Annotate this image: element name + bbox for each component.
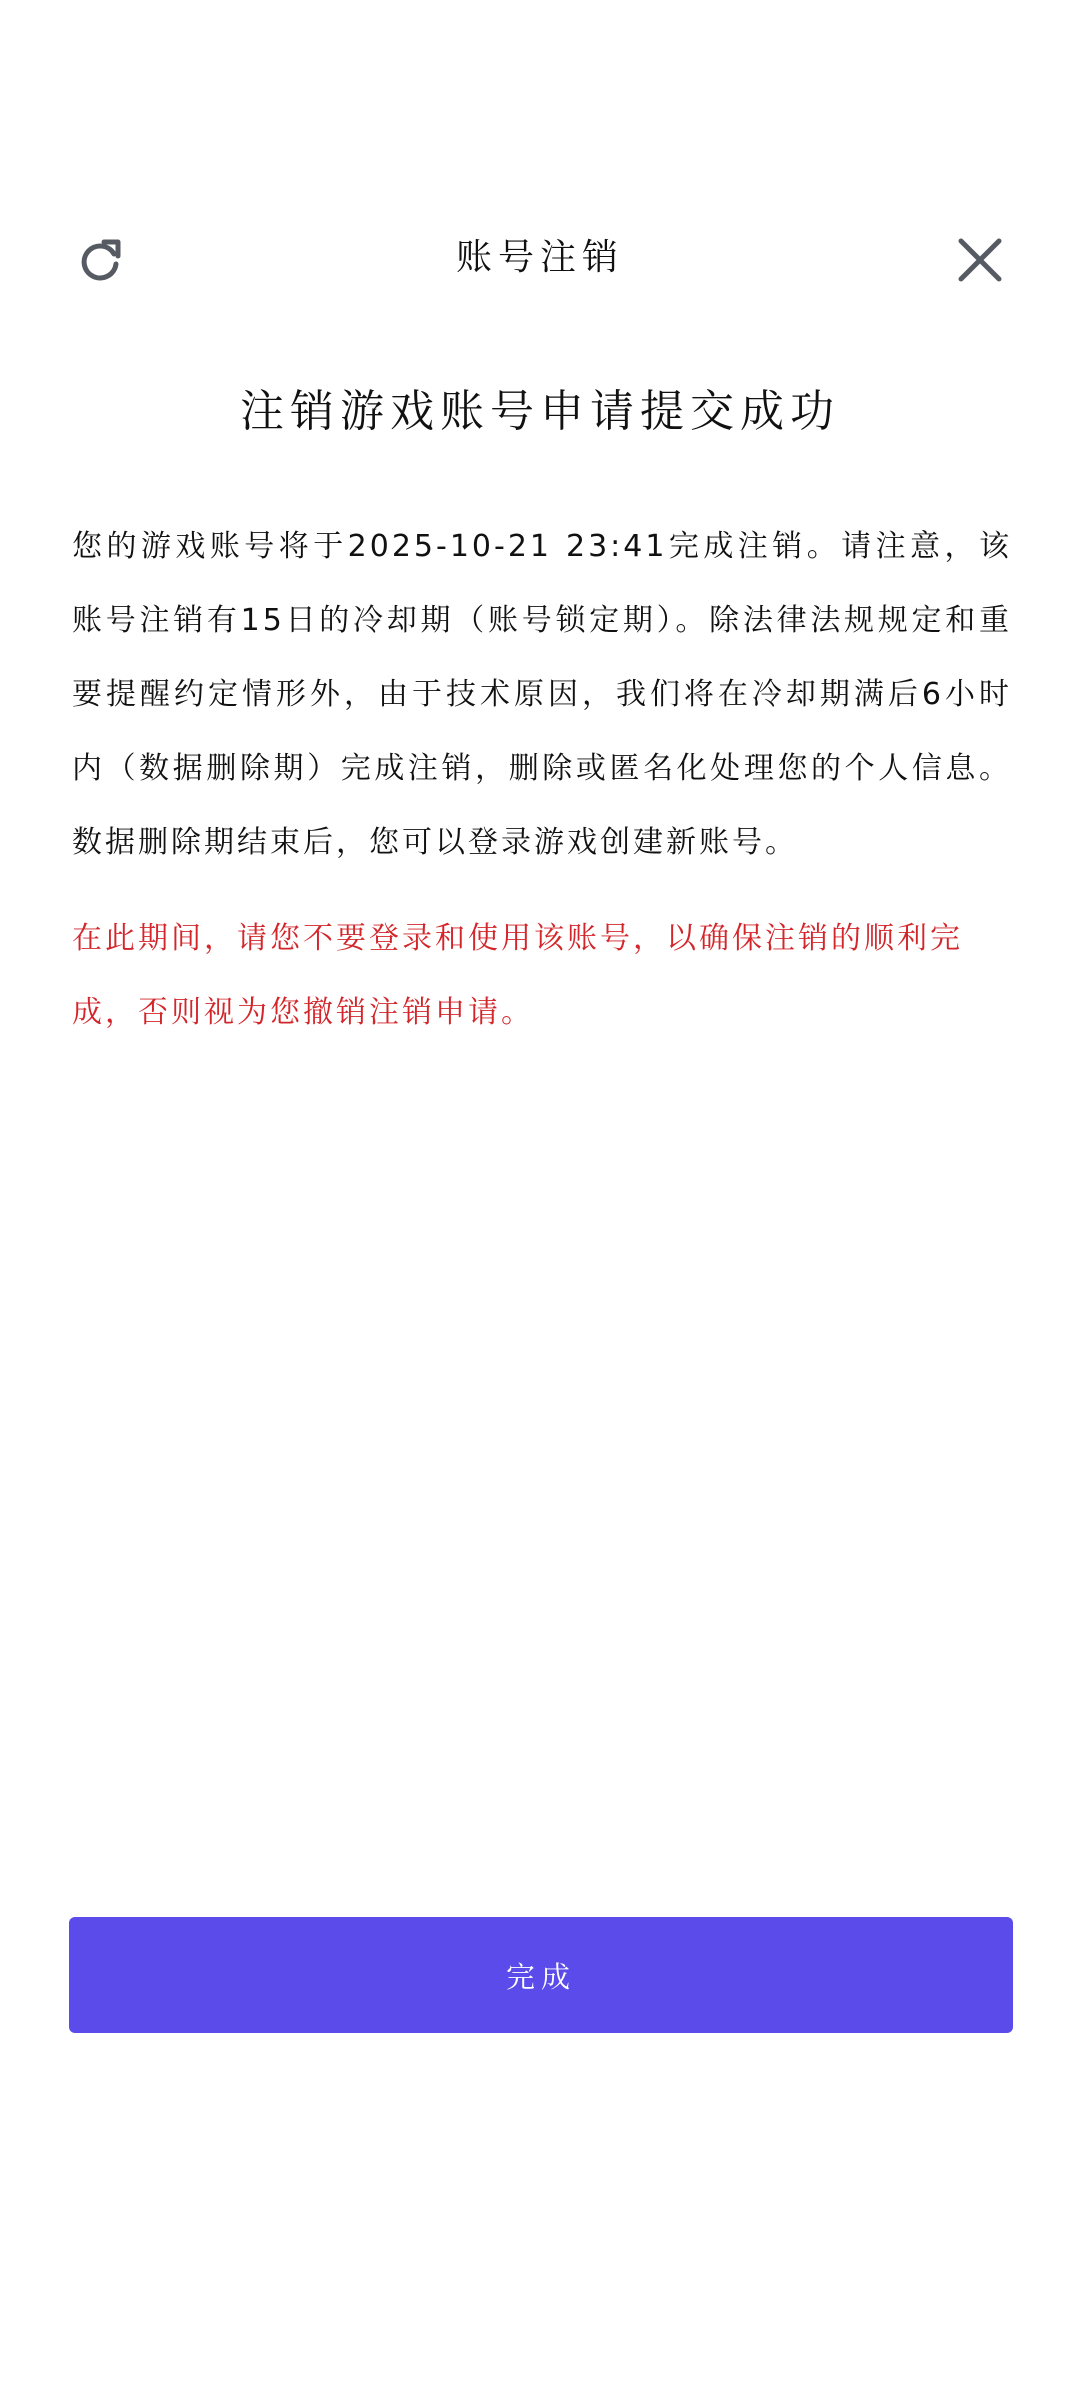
header-bar bbox=[0, 210, 1080, 306]
done-button[interactable]: 完成 bbox=[69, 1917, 1013, 2033]
warning-notice: 在此期间，请您不要登录和使用该账号，以确保注销的顺利完成，否则视为您撤销注销申请。 bbox=[72, 921, 963, 1030]
close-button[interactable] bbox=[946, 226, 1014, 294]
success-headline: 注销游戏账号申请提交成功 bbox=[240, 386, 840, 437]
page-title: 账号注销 bbox=[455, 237, 624, 278]
close-icon bbox=[955, 235, 1005, 285]
cancellation-notice: 您的游戏账号将于2025-10-21 23:41完成注销。请注意，该账号注销有15日的冷却期（账号锁定期）。除法律法规规定和重要提醒约定情形外，由于技术原因，我们将在冷却期满后6小时内（数据删除期）完成注销，删除或匿名化处理您的个人信息。数据删除期结束后，您可以登录游戏创建新账号。 bbox=[72, 529, 1012, 860]
